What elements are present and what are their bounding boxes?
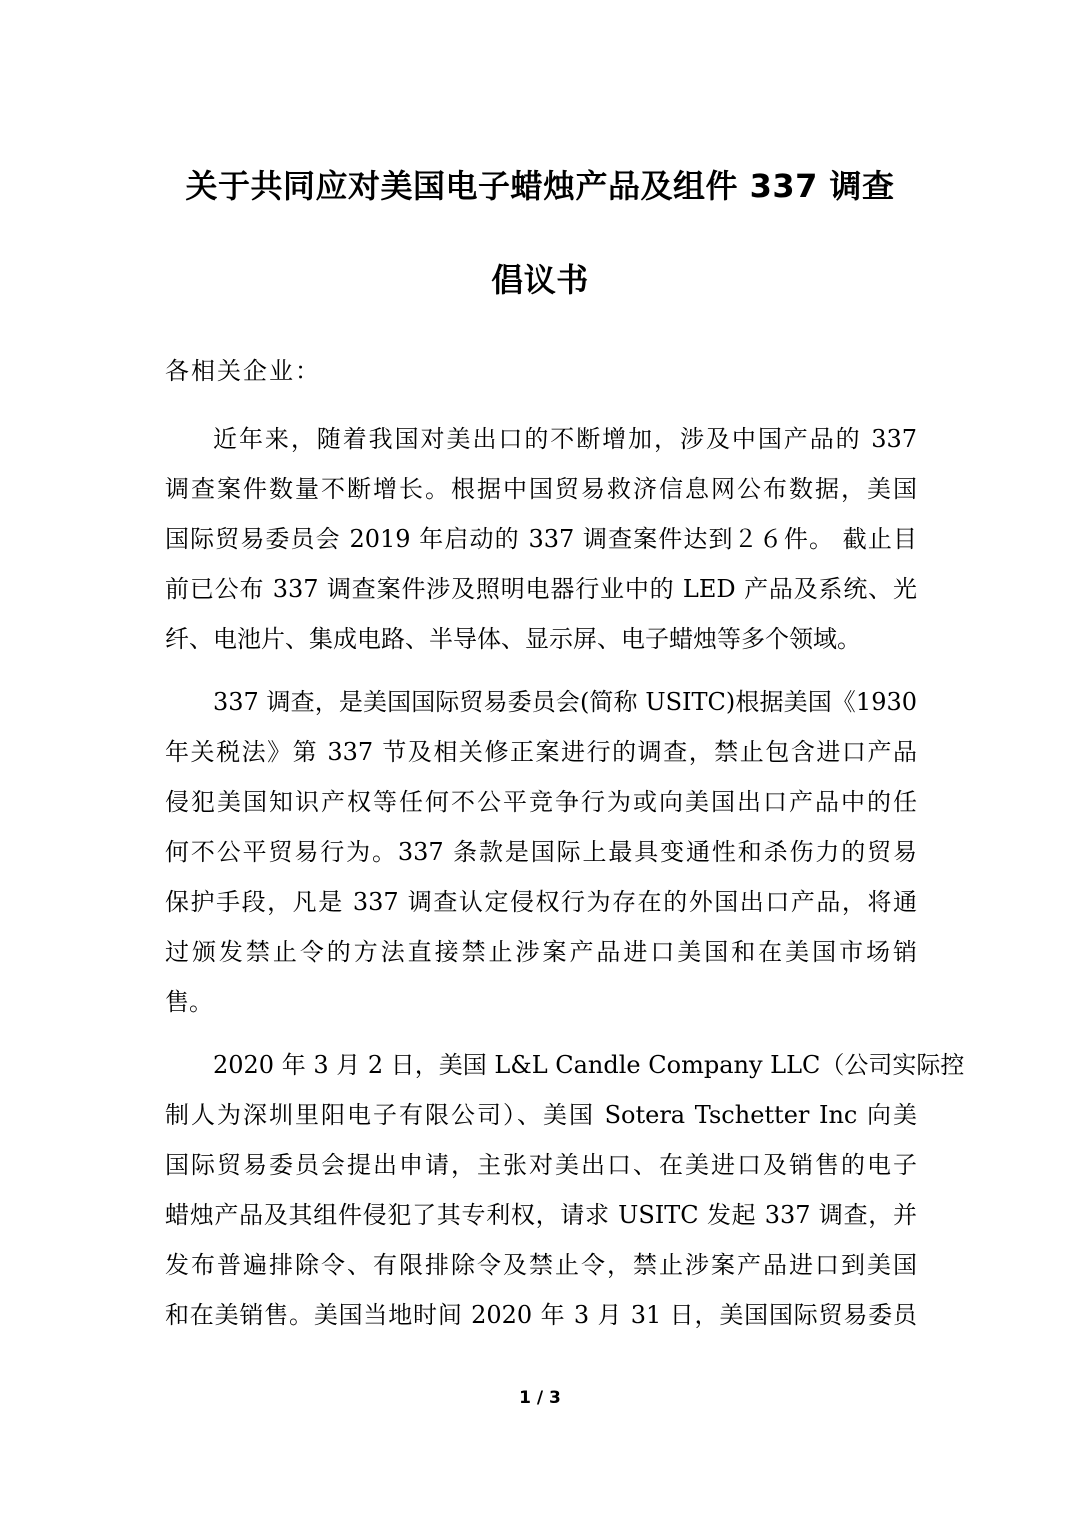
paragraph-line: 过颁发禁止令的方法直接禁止涉案产品进口美国和在美国市场销 (165, 938, 917, 966)
paragraph-recent-cases (165, 414, 917, 664)
paragraph-line: 国际贸易委员会提出申请，主张对美出口、在美进口及销售的电子 (165, 1151, 917, 1179)
document-subtitle: 倡议书 (491, 261, 589, 299)
paragraph-line: 和在美销售。美国当地时间 2020 年 3 月 31 日，美国国际贸易委员 (165, 1301, 917, 1329)
page-number: 1 / 3 (519, 1388, 561, 1408)
paragraph-line: 制人为深圳里阳电子有限公司）、美国 Sotera Tschetter Inc 向美 (165, 1101, 917, 1129)
paragraph-line: 保护手段，凡是 337 调查认定侵权行为存在的外国出口产品，将通 (165, 888, 917, 916)
paragraph-line: 年关税法》第 337 节及相关修正案进行的调查，禁止包含进口产品 (165, 738, 917, 766)
paragraph-line: 2020 年 3 月 2 日，美国 L&L Candle Company LLC（公司实际控 (213, 1051, 965, 1079)
paragraph-case-details (165, 1040, 965, 1340)
paragraph-337-definition (165, 677, 917, 1027)
document-title: 关于共同应对美国电子蜡烛产品及组件 337 调查 (185, 167, 895, 205)
paragraph-line: 售。 (165, 988, 213, 1016)
paragraph-line: 何不公平贸易行为。337 条款是国际上最具变通性和杀伤力的贸易 (165, 838, 917, 866)
paragraph-line: 调查案件数量不断增长。根据中国贸易救济信息网公布数据，美国 (165, 475, 917, 503)
paragraph-line: 前已公布 337 调查案件涉及照明电器行业中的 LED 产品及系统、光 (165, 575, 917, 603)
salutation: 各相关企业： (165, 357, 321, 385)
paragraph-line: 国际贸易委员会 2019 年启动的 337 调查案件达到２６件。 截止目 (165, 525, 917, 553)
paragraph-line: 发布普遍排除令、有限排除令及禁止令，禁止涉案产品进口到美国 (165, 1251, 917, 1279)
paragraph-line: 蜡烛产品及其组件侵犯了其专利权，请求 USITC 发起 337 调查，并 (165, 1201, 917, 1229)
paragraph-line: 337 调查，是美国国际贸易委员会(简称 USITC)根据美国《1930 (213, 688, 917, 716)
paragraph-line: 侵犯美国知识产权等任何不公平竞争行为或向美国出口产品中的任 (165, 788, 917, 816)
paragraph-line: 近年来，随着我国对美出口的不断增加，涉及中国产品的 337 (213, 425, 917, 453)
paragraph-line: 纤、电池片、集成电路、半导体、显示屏、电子蜡烛等多个领域。 (165, 625, 861, 653)
